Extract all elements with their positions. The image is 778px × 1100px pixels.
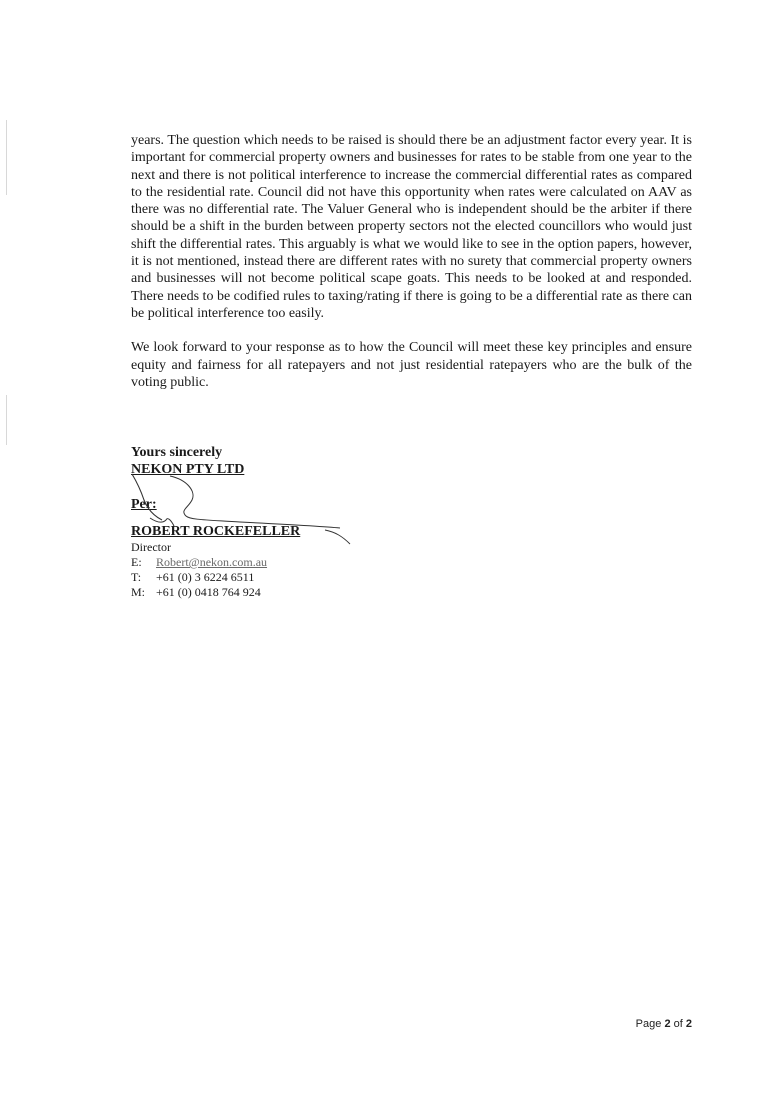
company-name: NEKON PTY LTD	[131, 462, 245, 477]
letter-body	[131, 132, 692, 408]
signatory-title: Director	[131, 540, 171, 554]
contact-email	[131, 555, 300, 570]
body-paragraph-2: We look forward to your response as to how the Council will meet these key principles and ensure equity and fairness for all ratepayers and not just residential ratepayers who are the bulk of the voting public.	[131, 340, 692, 390]
page-total: 2	[685, 1018, 692, 1030]
contact-phone-label: T:	[131, 570, 142, 584]
signatory-name: ROBERT ROCKEFELLER	[131, 524, 301, 539]
contact-mobile-value: +61 (0) 0418 764 924	[156, 585, 261, 599]
contact-mobile	[131, 585, 300, 600]
contact-phone	[131, 570, 300, 585]
email-link[interactable]: Robert@nekon.com.au	[156, 555, 268, 569]
scan-edge-mark	[6, 120, 7, 195]
page-of: of	[673, 1018, 683, 1030]
page-prefix: Page	[635, 1018, 662, 1030]
page-current: 2	[664, 1018, 671, 1030]
closing-salutation: Yours sincerely	[131, 445, 223, 460]
page-number	[636, 1018, 692, 1030]
handwritten-signature	[130, 470, 360, 550]
contact-email-label: E:	[131, 555, 142, 569]
per-label: Per:	[131, 497, 157, 512]
body-paragraph-1: years. The question which needs to be raised is should there be an adjustment factor every year. It is important for commercial property owners and businesses for rates to be stable from one year to the next and there is not political interference to increase the commercial differential rates as compared to the residential rate. Council did not have this opportunity when rates were calculated on AAV as there was no differential rate. The Valuer General who is independent should be the arbiter if there should be a shift in the burden between property sectors not the elected councillors who would just shift the differential rates. This arguably is what we would like to see in the option papers, however, it is not mentioned, instead there are different rates with no surety that commercial property owners and businesses will not become political scape goats. This needs to be looked at and responded. There needs to be codified rules to taxing/rating if there is going to be a differential rate as there can be political interference too easily.	[131, 133, 692, 321]
scan-edge-mark	[6, 395, 7, 445]
contact-mobile-label: M:	[131, 585, 146, 599]
contact-phone-value: +61 (0) 3 6224 6511	[156, 570, 255, 584]
